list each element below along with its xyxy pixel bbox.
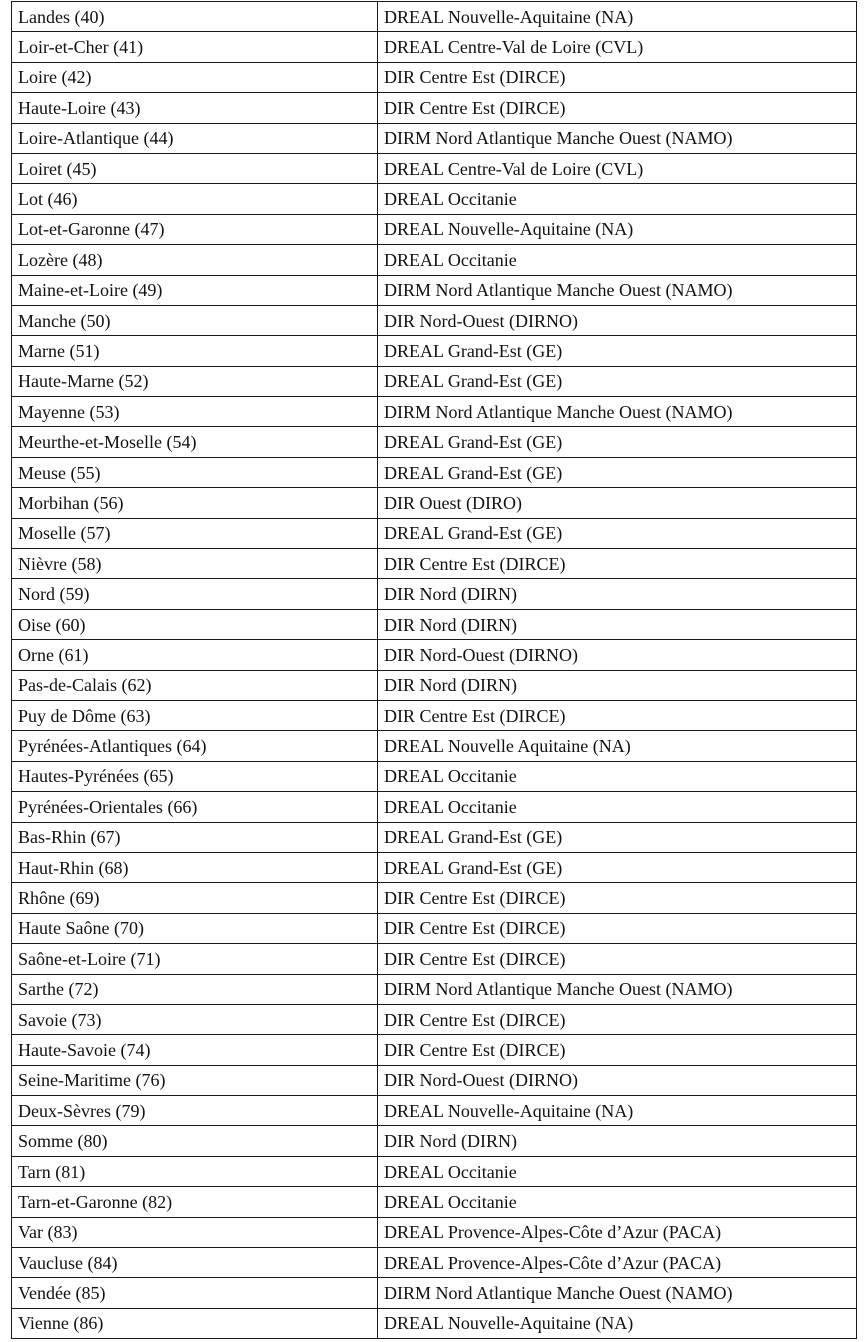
- table-row: [12, 488, 857, 518]
- department-cell: Pyrénées-Orientales (66): [12, 792, 378, 822]
- department-cell: Vaucluse (84): [12, 1248, 378, 1278]
- department-cell: Nièvre (58): [12, 549, 378, 579]
- organization-cell: DREAL Nouvelle-Aquitaine (NA): [378, 1308, 857, 1338]
- table-row: [12, 32, 857, 62]
- organization-cell: DREAL Grand-Est (GE): [378, 457, 857, 487]
- table-row: [12, 731, 857, 761]
- department-cell: Var (83): [12, 1217, 378, 1247]
- organization-cell: DREAL Grand-Est (GE): [378, 336, 857, 366]
- department-cell: Loir-et-Cher (41): [12, 32, 378, 62]
- department-authority-table: [11, 1, 857, 1339]
- table-row: [12, 366, 857, 396]
- organization-cell: DIR Centre Est (DIRCE): [378, 1004, 857, 1034]
- organization-cell: DIR Centre Est (DIRCE): [378, 883, 857, 913]
- table-row: [12, 457, 857, 487]
- organization-cell: DREAL Occitanie: [378, 1187, 857, 1217]
- table-row: [12, 700, 857, 730]
- department-cell: Vienne (86): [12, 1308, 378, 1338]
- table-row: [12, 1308, 857, 1338]
- table-row: [12, 1217, 857, 1247]
- table-row: [12, 1035, 857, 1065]
- department-cell: Orne (61): [12, 640, 378, 670]
- organization-cell: DREAL Nouvelle-Aquitaine (NA): [378, 214, 857, 244]
- organization-cell: DIR Centre Est (DIRCE): [378, 944, 857, 974]
- table-row: [12, 974, 857, 1004]
- table-row: [12, 1187, 857, 1217]
- table-row: [12, 214, 857, 244]
- table-row: [12, 1004, 857, 1034]
- department-cell: Seine-Maritime (76): [12, 1065, 378, 1095]
- department-cell: Lot-et-Garonne (47): [12, 214, 378, 244]
- table-row: [12, 1065, 857, 1095]
- department-cell: Puy de Dôme (63): [12, 700, 378, 730]
- table-row: [12, 336, 857, 366]
- organization-cell: DREAL Nouvelle Aquitaine (NA): [378, 731, 857, 761]
- organization-cell: DREAL Centre-Val de Loire (CVL): [378, 153, 857, 183]
- organization-cell: DIR Nord (DIRN): [378, 609, 857, 639]
- table-row: [12, 1248, 857, 1278]
- department-cell: Saône-et-Loire (71): [12, 944, 378, 974]
- organization-cell: DREAL Nouvelle-Aquitaine (NA): [378, 2, 857, 32]
- department-cell: Vendée (85): [12, 1278, 378, 1308]
- department-cell: Marne (51): [12, 336, 378, 366]
- department-cell: Landes (40): [12, 2, 378, 32]
- table-row: [12, 275, 857, 305]
- organization-cell: DIRM Nord Atlantique Manche Ouest (NAMO): [378, 275, 857, 305]
- table-row: [12, 93, 857, 123]
- table-row: [12, 609, 857, 639]
- department-cell: Mayenne (53): [12, 397, 378, 427]
- table-row: [12, 123, 857, 153]
- department-cell: Pas-de-Calais (62): [12, 670, 378, 700]
- department-cell: Tarn-et-Garonne (82): [12, 1187, 378, 1217]
- department-cell: Lot (46): [12, 184, 378, 214]
- department-cell: Lozère (48): [12, 245, 378, 275]
- department-cell: Meurthe-et-Moselle (54): [12, 427, 378, 457]
- table-row: [12, 2, 857, 32]
- table-row: [12, 761, 857, 791]
- table-row: [12, 579, 857, 609]
- department-cell: Nord (59): [12, 579, 378, 609]
- department-cell: Oise (60): [12, 609, 378, 639]
- table-row: [12, 670, 857, 700]
- organization-cell: DREAL Grand-Est (GE): [378, 427, 857, 457]
- organization-cell: DIR Nord-Ouest (DIRNO): [378, 640, 857, 670]
- department-cell: Loiret (45): [12, 153, 378, 183]
- organization-cell: DIR Nord (DIRN): [378, 579, 857, 609]
- department-cell: Loire (42): [12, 62, 378, 92]
- table-row: [12, 184, 857, 214]
- organization-cell: DIR Centre Est (DIRCE): [378, 1035, 857, 1065]
- organization-cell: DIR Nord (DIRN): [378, 1126, 857, 1156]
- table-row: [12, 397, 857, 427]
- table-row: [12, 822, 857, 852]
- organization-cell: DIRM Nord Atlantique Manche Ouest (NAMO): [378, 123, 857, 153]
- department-cell: Morbihan (56): [12, 488, 378, 518]
- organization-cell: DIR Centre Est (DIRCE): [378, 700, 857, 730]
- organization-cell: DREAL Grand-Est (GE): [378, 822, 857, 852]
- department-cell: Savoie (73): [12, 1004, 378, 1034]
- department-cell: Tarn (81): [12, 1156, 378, 1186]
- organization-cell: DIRM Nord Atlantique Manche Ouest (NAMO): [378, 974, 857, 1004]
- organization-cell: DREAL Grand-Est (GE): [378, 366, 857, 396]
- organization-cell: DREAL Provence-Alpes-Côte d’Azur (PACA): [378, 1217, 857, 1247]
- organization-cell: DREAL Grand-Est (GE): [378, 518, 857, 548]
- table-row: [12, 518, 857, 548]
- table-row: [12, 1096, 857, 1126]
- department-cell: Loire-Atlantique (44): [12, 123, 378, 153]
- department-cell: Maine-et-Loire (49): [12, 275, 378, 305]
- organization-cell: DIRM Nord Atlantique Manche Ouest (NAMO): [378, 397, 857, 427]
- organization-cell: DREAL Occitanie: [378, 1156, 857, 1186]
- table-row: [12, 427, 857, 457]
- table-row: [12, 944, 857, 974]
- table-row: [12, 792, 857, 822]
- table-row: [12, 913, 857, 943]
- organization-cell: DIR Centre Est (DIRCE): [378, 549, 857, 579]
- table-row: [12, 852, 857, 882]
- table-body: [12, 2, 857, 1339]
- table-row: [12, 153, 857, 183]
- organization-cell: DIR Nord (DIRN): [378, 670, 857, 700]
- organization-cell: DIR Nord-Ouest (DIRNO): [378, 1065, 857, 1095]
- department-cell: Moselle (57): [12, 518, 378, 548]
- table-row: [12, 245, 857, 275]
- organization-cell: DREAL Grand-Est (GE): [378, 852, 857, 882]
- table-row: [12, 1156, 857, 1186]
- department-cell: Sarthe (72): [12, 974, 378, 1004]
- organization-cell: DIRM Nord Atlantique Manche Ouest (NAMO): [378, 1278, 857, 1308]
- organization-cell: DIR Centre Est (DIRCE): [378, 93, 857, 123]
- organization-cell: DREAL Provence-Alpes-Côte d’Azur (PACA): [378, 1248, 857, 1278]
- organization-cell: DREAL Occitanie: [378, 245, 857, 275]
- department-cell: Haute-Savoie (74): [12, 1035, 378, 1065]
- table-row: [12, 549, 857, 579]
- department-cell: Hautes-Pyrénées (65): [12, 761, 378, 791]
- department-cell: Rhône (69): [12, 883, 378, 913]
- department-cell: Deux-Sèvres (79): [12, 1096, 378, 1126]
- organization-cell: DIR Centre Est (DIRCE): [378, 62, 857, 92]
- department-cell: Haute-Marne (52): [12, 366, 378, 396]
- department-cell: Haut-Rhin (68): [12, 852, 378, 882]
- department-cell: Haute-Loire (43): [12, 93, 378, 123]
- organization-cell: DREAL Centre-Val de Loire (CVL): [378, 32, 857, 62]
- department-cell: Bas-Rhin (67): [12, 822, 378, 852]
- organization-cell: DIR Nord-Ouest (DIRNO): [378, 305, 857, 335]
- department-cell: Somme (80): [12, 1126, 378, 1156]
- organization-cell: DREAL Occitanie: [378, 761, 857, 791]
- department-cell: Manche (50): [12, 305, 378, 335]
- table-row: [12, 62, 857, 92]
- table-row: [12, 640, 857, 670]
- organization-cell: DREAL Nouvelle-Aquitaine (NA): [378, 1096, 857, 1126]
- organization-cell: DIR Ouest (DIRO): [378, 488, 857, 518]
- table-row: [12, 305, 857, 335]
- organization-cell: DREAL Occitanie: [378, 184, 857, 214]
- department-cell: Meuse (55): [12, 457, 378, 487]
- department-cell: Haute Saône (70): [12, 913, 378, 943]
- table-row: [12, 883, 857, 913]
- department-cell: Pyrénées-Atlantiques (64): [12, 731, 378, 761]
- table-row: [12, 1126, 857, 1156]
- table-row: [12, 1278, 857, 1308]
- organization-cell: DREAL Occitanie: [378, 792, 857, 822]
- organization-cell: DIR Centre Est (DIRCE): [378, 913, 857, 943]
